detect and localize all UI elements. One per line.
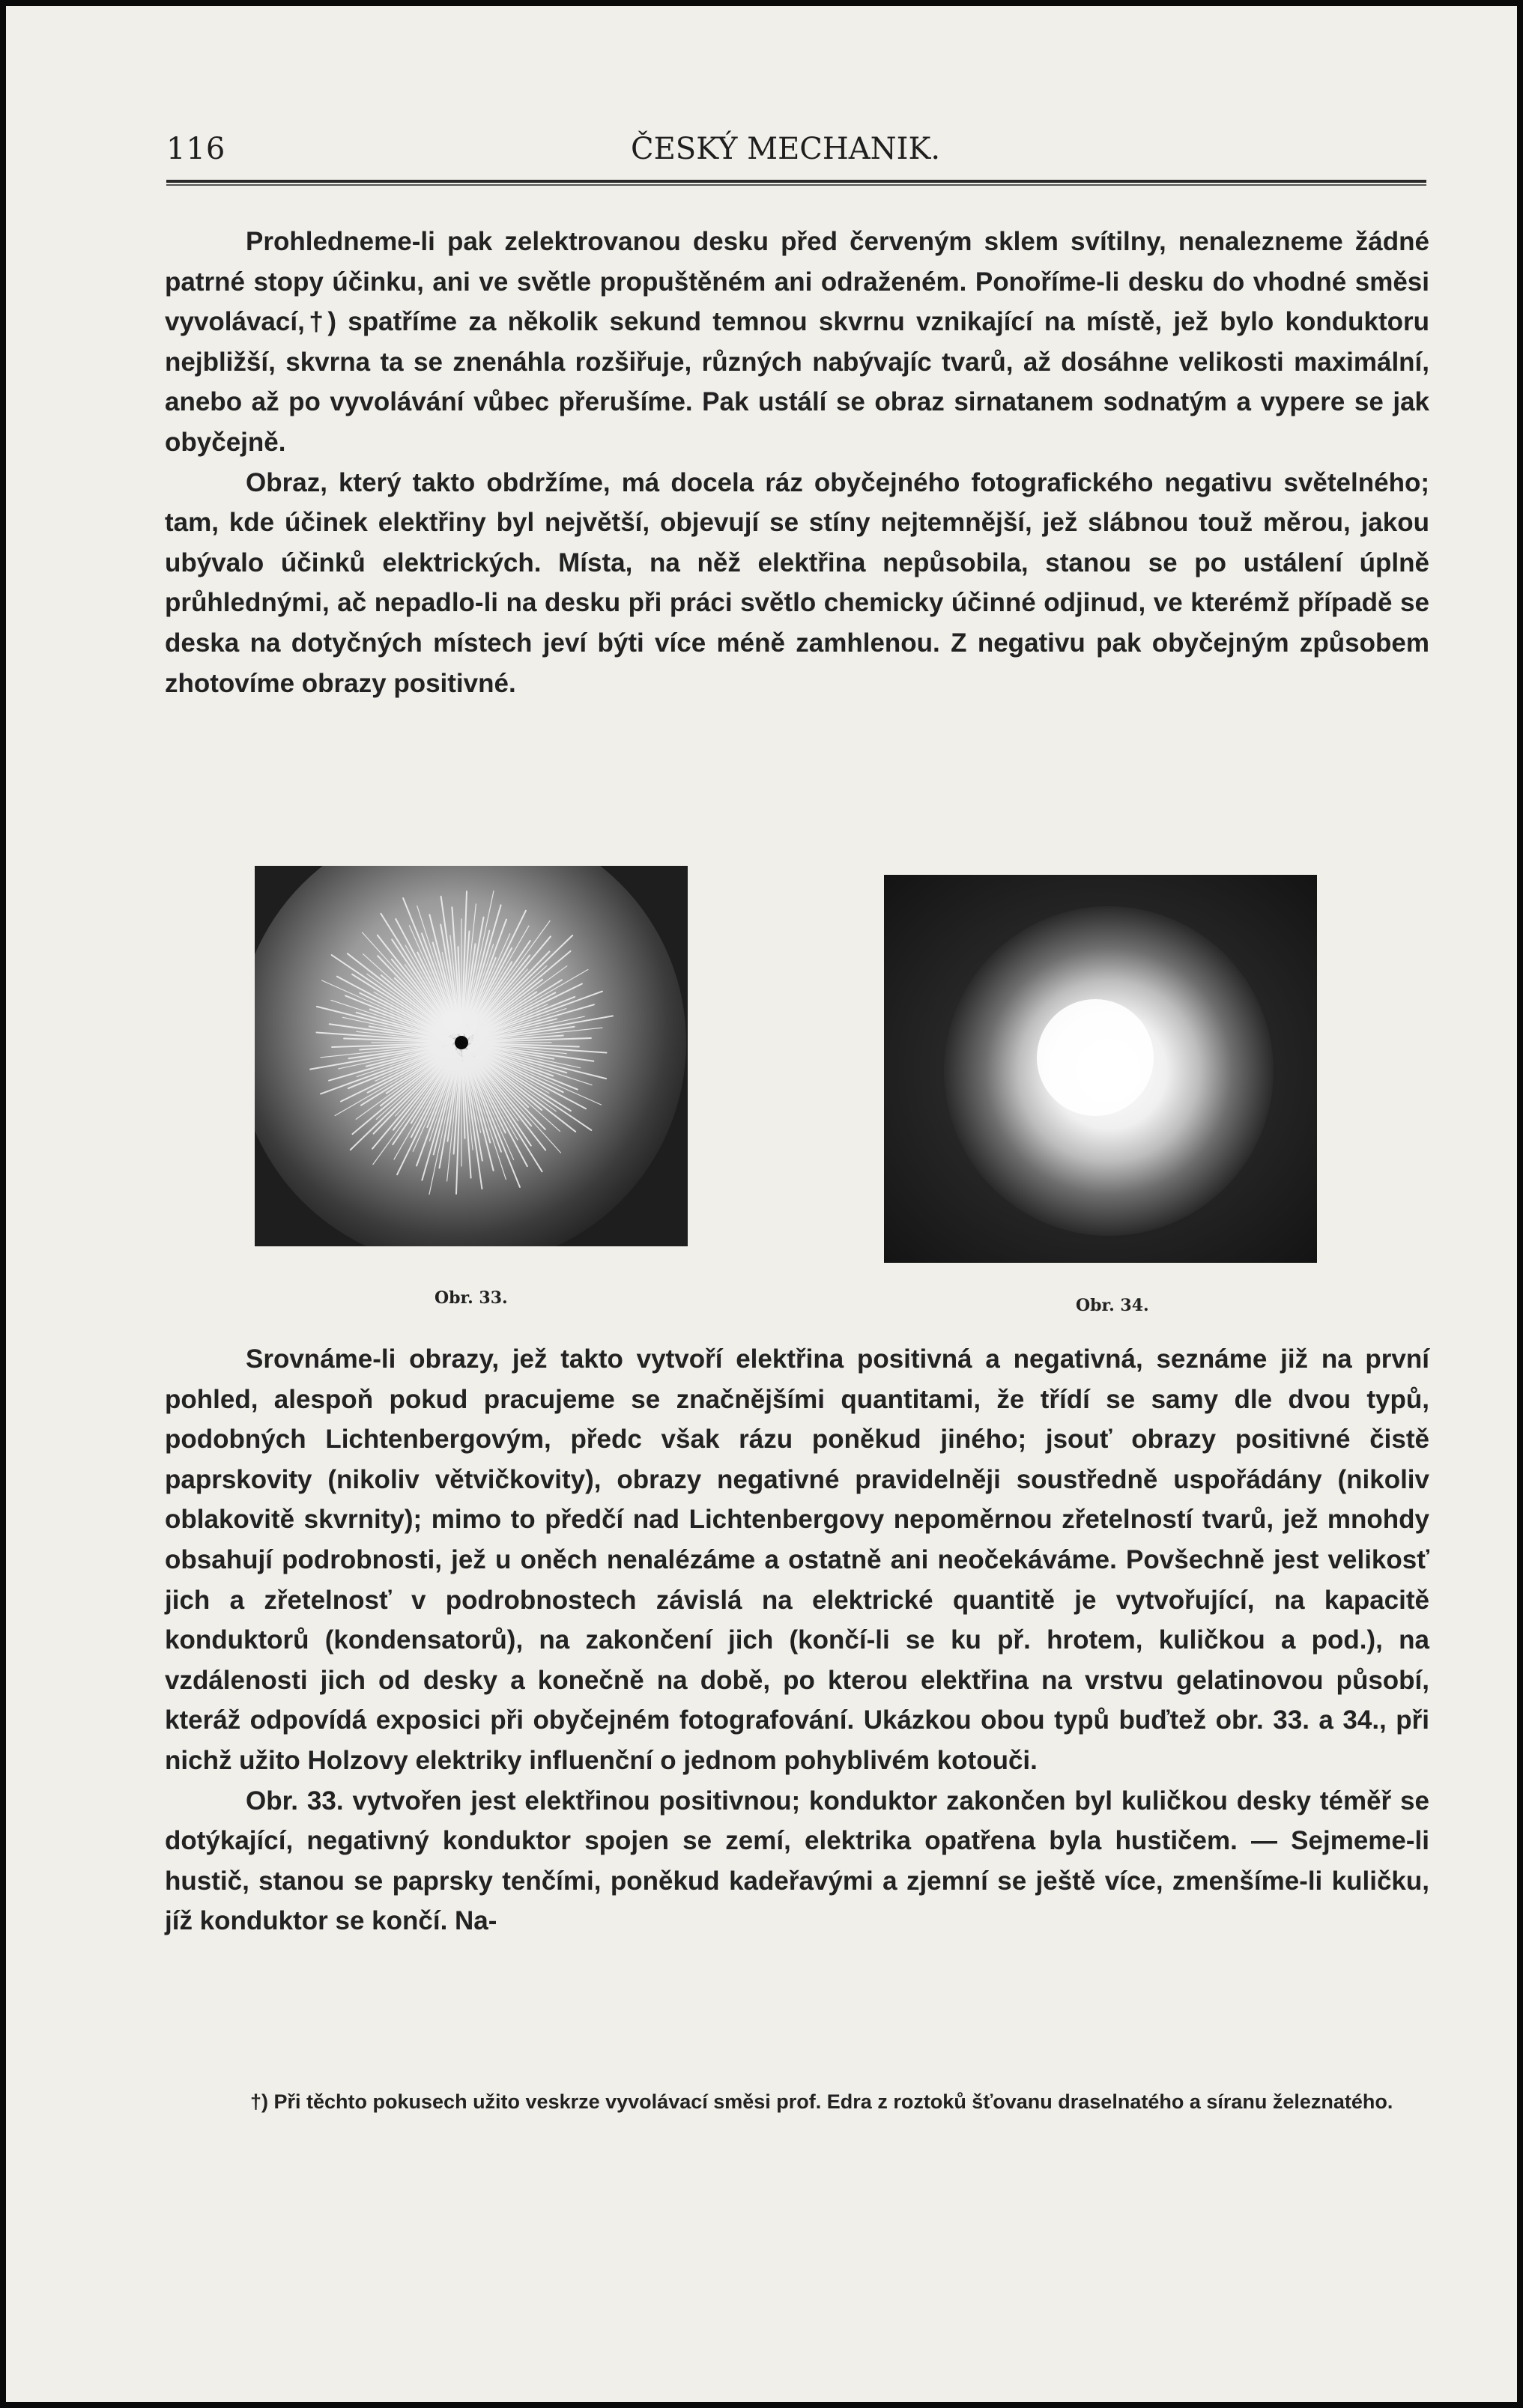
- paragraph: Obraz, který takto obdržíme, má docela ráz obyčejného fotografického negativu světelného; tam, kde účinek elektřiny byl největší, objevují se stíny nejtemnější, jež slábnou touž měrou, jakou ubývalo účinků elektrických. Místa, na něž elektřina nepůsobila, stanou se po ustálení úplně průhlednými, ač nepadlo-li na desku při práci světlo chemicky účinné odjinud, ve kterémž případě se deska na dotyčných místech jeví býti více méně zamhlenou. Z negativu pak obyčejným způsobem zhotovíme obrazy positivné.: [165, 467, 1429, 698]
- conductor-point: [455, 1036, 468, 1049]
- text-block-top: [165, 222, 1429, 703]
- page-number: 116: [166, 132, 226, 166]
- figure-34-image: [884, 875, 1317, 1263]
- paragraph: Obr. 33. vytvořen jest elektřinou positivnou; konduktor zakončen byl kuličkou desky téměř se dotýkající, negativný konduktor spojen se zemí, elektrika opatřena byla hustičem. — Sejmeme-li hustič, stanou se paprsky tenčími, poněkud kadeřavými a zjemní se ještě více, zmenšíme-li kuličku, jíž konduktor se končí. Na-: [165, 1786, 1429, 1936]
- figure-34-negative-discharge: [884, 875, 1317, 1263]
- header-rule-thin: [166, 184, 1426, 186]
- figure-33-positive-discharge: [255, 866, 688, 1246]
- text-block-bottom: [165, 1339, 1429, 1941]
- figure-34-caption: Obr. 34.: [1076, 1296, 1149, 1315]
- figure-33-image: [255, 866, 688, 1246]
- header-rule: [166, 180, 1426, 183]
- footnote-text: †) Při těchto pokusech užito veskrze vyvolávací směsi prof. Edra z roztoků šťovanu draselnatého a síranu železnatého.: [250, 2090, 1393, 2113]
- figure-33-caption: Obr. 33.: [435, 1288, 508, 1308]
- paragraph: Prohledneme-li pak zelektrovanou desku před červeným sklem svítilny, nenalezneme žádné patrné stopy účinku, ani ve světle propuštěném ani odraženém. Ponoříme-li desku do vhodné směsi vyvolávací,†) spatříme za několik sekund temnou skvrnu vznikající na místě, jež bylo konduktoru nejbližší, skvrna ta se znenáhla rozšiřuje, různých nabývajíc tvarů, až dosáhne velikosti maximální, anebo až po vyvolávání vůbec přerušíme. Pak ustálí se obraz sirnatanem sodnatým a vypere se jak obyčejně.: [165, 227, 1429, 457]
- page-header: [166, 132, 1425, 177]
- running-title: ČESKÝ MECHANIK.: [631, 132, 941, 166]
- page: [6, 6, 1517, 2402]
- paragraph: Srovnáme-li obrazy, jež takto vytvoří elektřina positivná a negativná, seznáme již na první pohled, alespoň pokud pracujeme se značnějšími quantitami, že třídí se samy dle dvou typů, podobných Lichtenbergovým, předc však rázu poněkud jiného; jsouť obrazy positivné čistě paprskovity (nikoliv větvičkovity), obrazy negativné pravidelněji soustředně uspořádány (nikoliv oblakovitě skvrnity); mimo to předčí nad Lichtenbergovy nepoměrnou zřetelností tvarů, jež mnohdy obsahují podrobnosti, jež u oněch nenalézáme a ostatně ani neočekáváme. Povšechně jest velikosť jich a zřetelnosť v podrobnostech závislá na elektrické quantitě je vytvořující, na kapacitě konduktorů (kondensatorů), na zakončení jich (končí-li se ku př. hrotem, kuličkou a pod.), na vzdálenosti jich od desky a konečně na době, po kterou elektřina na vrstvu gelatinovou působí, kteráž odpovídá exposici při obyčejném fotografování. Ukázkou obou typů buďtež obr. 33. a 34., při nichž užito Holzovy elektriky influenční o jednom pohyblivém kotouči.: [165, 1344, 1429, 1775]
- footnote: [165, 2088, 1431, 2116]
